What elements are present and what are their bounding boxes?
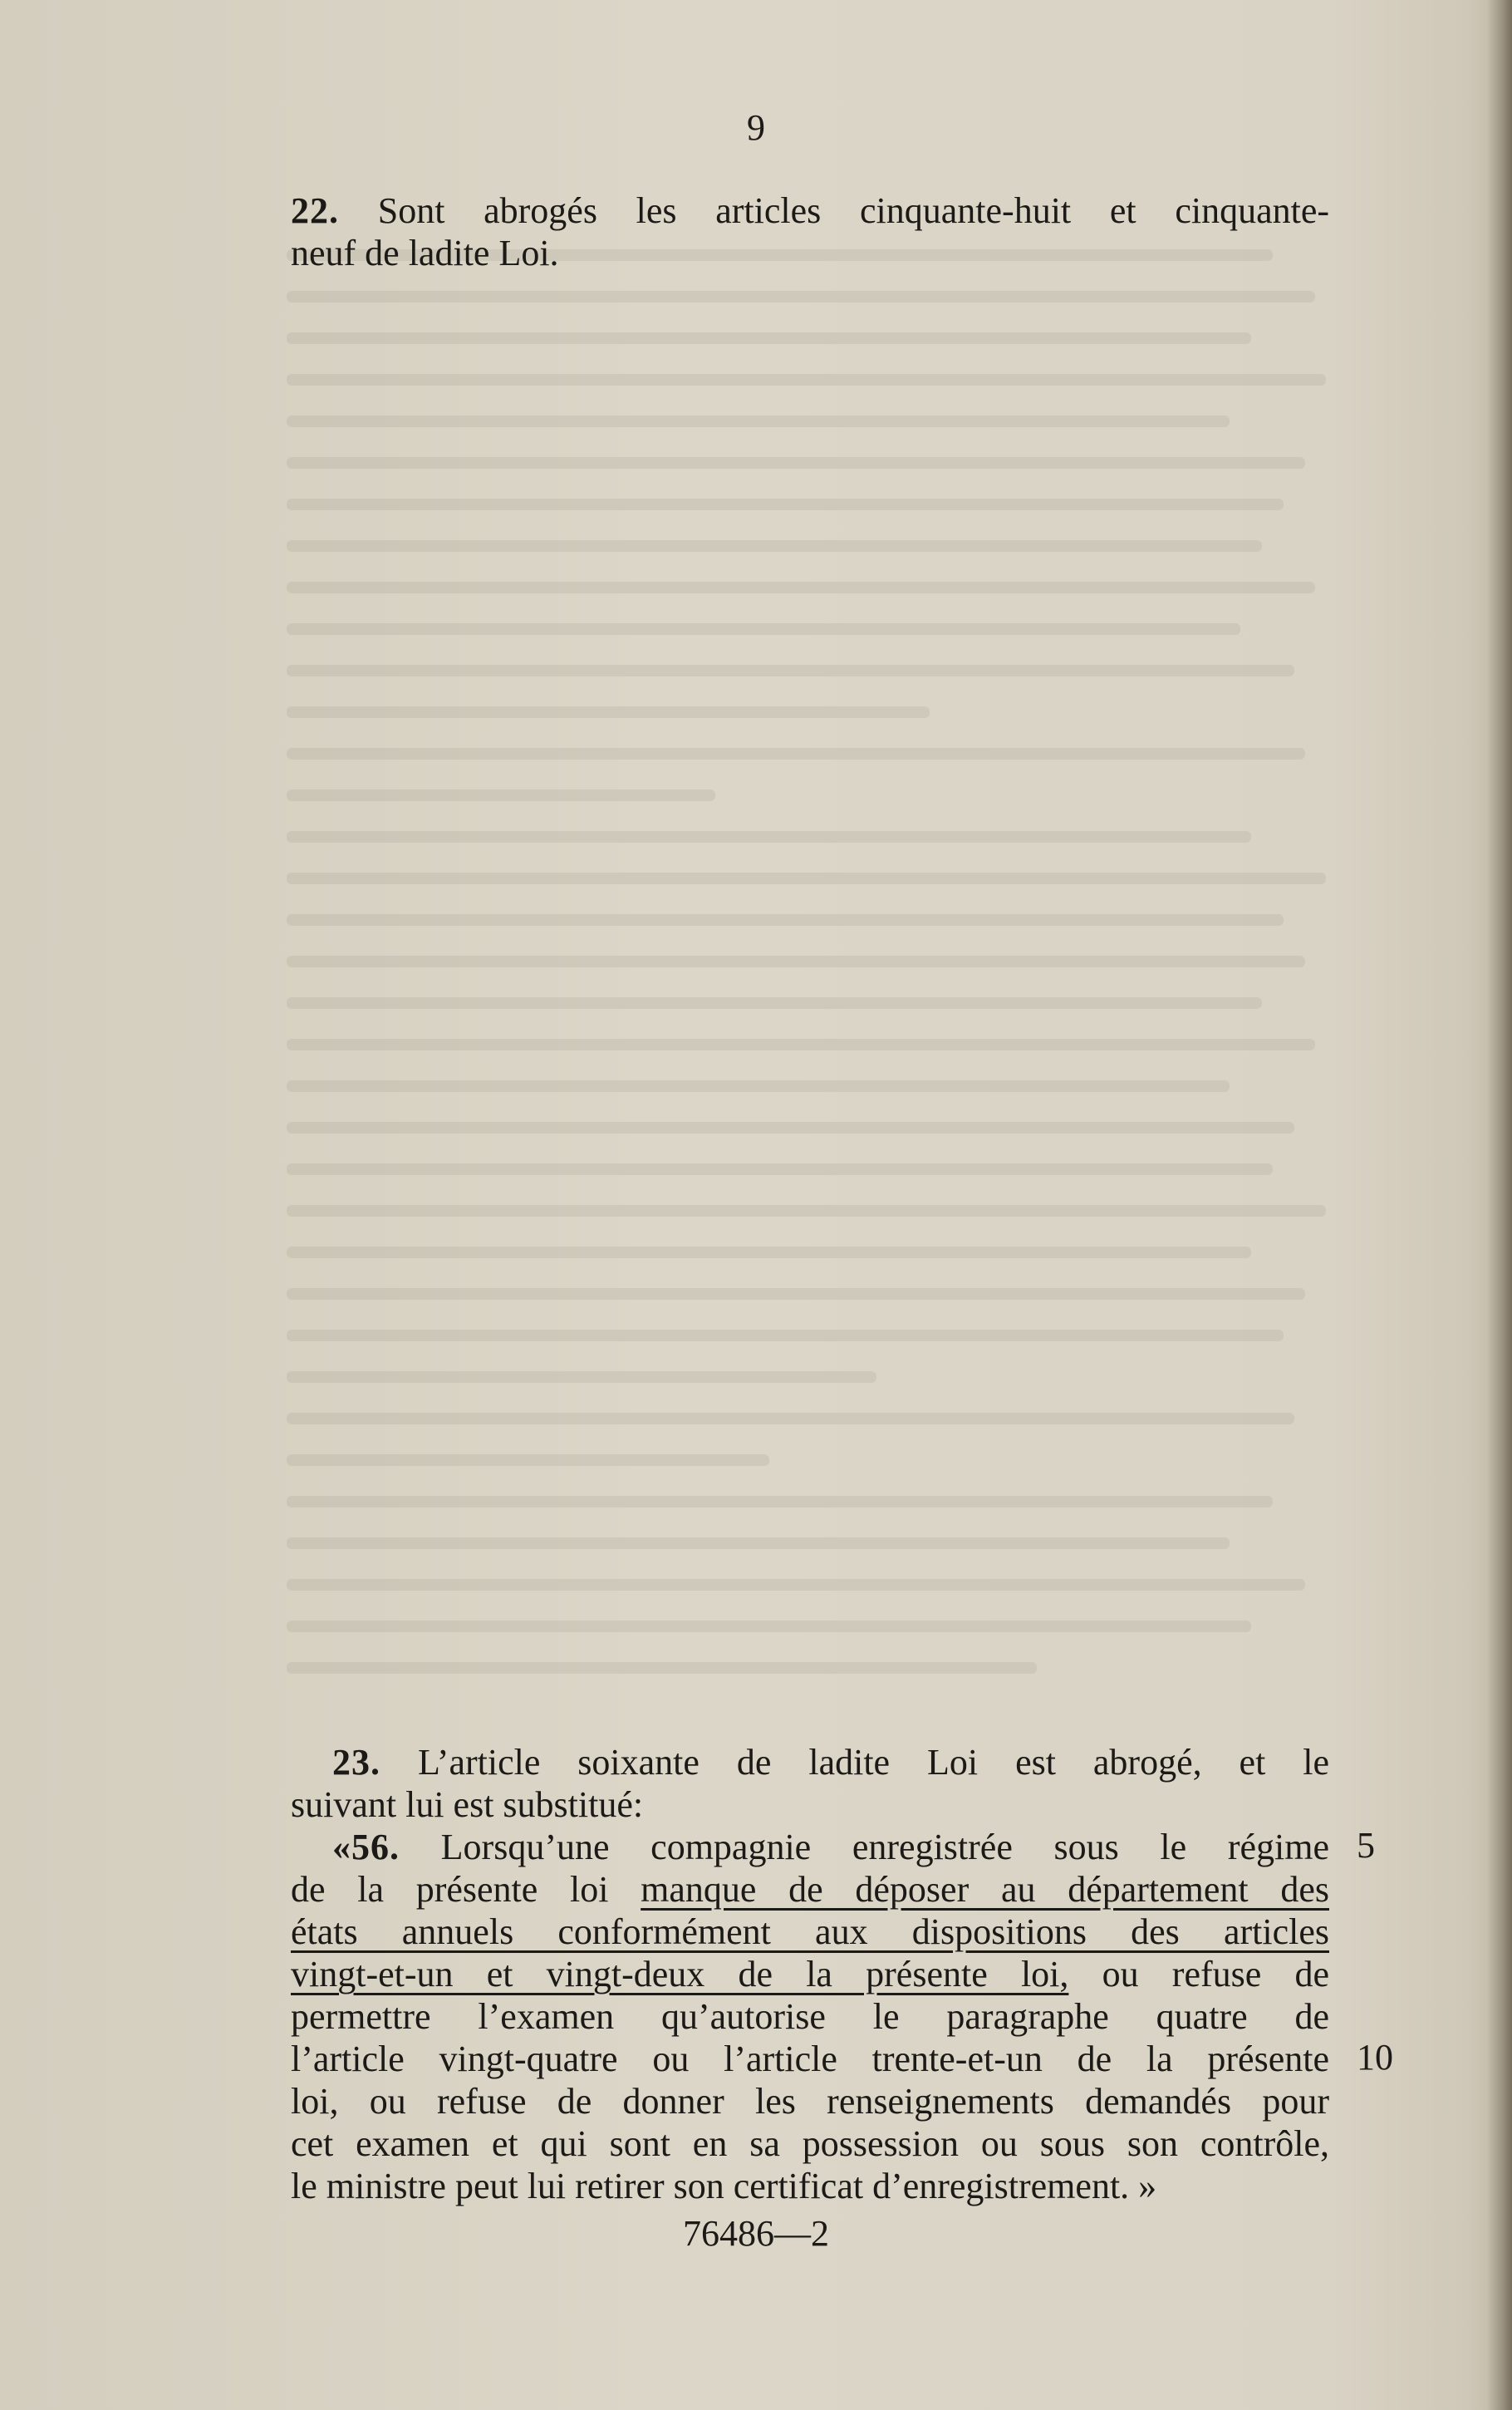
text-line: loi, ou refuse de donner les renseignements demandés pour <box>291 2081 1329 2122</box>
section-22 <box>291 189 1329 274</box>
text-line: suivant lui est substitué: <box>291 1784 644 1825</box>
text-line: neuf de ladite Loi. <box>291 233 559 273</box>
text-line: Sont abrogés les articles cinquante-huit et cinquante- <box>377 190 1330 231</box>
text-line: l’article vingt-quatre ou l’article trente-et-un de la présente <box>291 2039 1329 2079</box>
page-number: 9 <box>747 107 765 148</box>
text-line: Lorsqu’une compagnie enregistrée sous le régime <box>440 1827 1330 1867</box>
quoted-section-number: «56. <box>332 1827 400 1867</box>
print-code: 76486—2 <box>683 2213 829 2254</box>
section-23 <box>291 1741 1329 2207</box>
show-through-text <box>287 249 1358 1704</box>
underlined-text: vingt-et-un et vingt-deux de la présente loi, <box>291 1954 1069 1994</box>
line-number-marker: 5 <box>1357 1825 1375 1866</box>
section-number: 22. <box>291 190 339 231</box>
text-line: L’article soixante de ladite Loi est abrogé, et le <box>417 1742 1330 1783</box>
text-line: permettre l’examen qu’autorise le paragraphe quatre de <box>291 1996 1329 2037</box>
underlined-text: manque de déposer au département des <box>641 1869 1329 1910</box>
text-line: cet examen et qui sont en sa possession ou sous son contrôle, <box>291 2123 1329 2164</box>
section-number: 23. <box>332 1742 380 1783</box>
text-line: de la présente loi <box>291 1869 609 1910</box>
underlined-text: états annuels conformément aux dispositions des articles <box>291 1911 1329 1952</box>
text-line: le ministre peut lui retirer son certificat d’enregistrement. » <box>291 2166 1157 2206</box>
text-line: ou refuse de <box>1102 1954 1330 1994</box>
line-number-marker: 10 <box>1357 2037 1393 2078</box>
binding-edge-shadow <box>1487 0 1512 2410</box>
